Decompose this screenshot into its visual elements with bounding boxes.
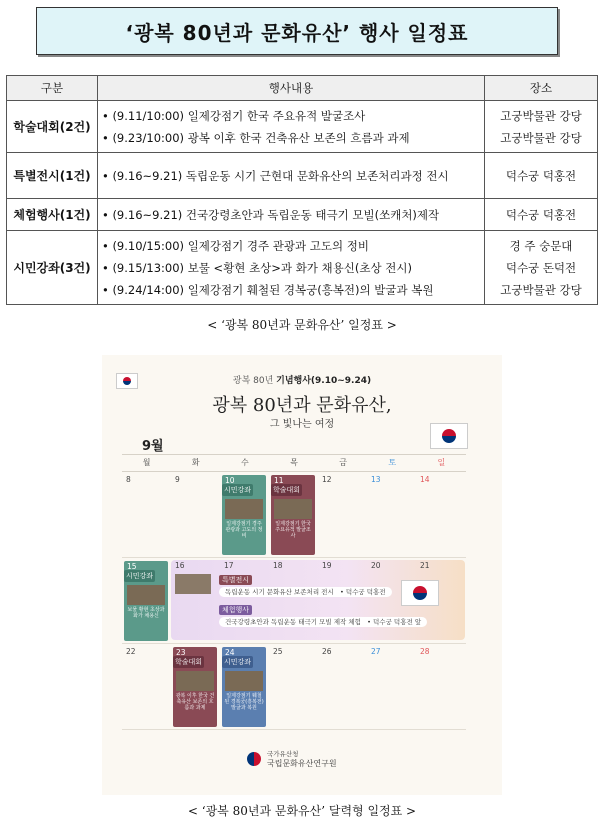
content-cell [98, 231, 485, 305]
taegukgi-flag-icon [401, 580, 439, 606]
event-text: 독립운동 시기 문화유산 보존처리 전시 • 덕수궁 덕홍전 [219, 587, 392, 597]
day-number: 22 [126, 647, 136, 656]
col-header-category: 구분 [7, 76, 98, 101]
weekday-wed: 수 [240, 458, 249, 467]
event-label: 특별전시 [219, 575, 252, 585]
day-number: 26 [322, 647, 332, 656]
day-number: 24 [225, 648, 235, 657]
weekday-thu: 목 [290, 458, 298, 467]
event-text: 일제강점기 경주 관광과 고도의 정비 [225, 521, 263, 539]
event-label: 시민강좌 [224, 486, 252, 494]
event-item: • (9.24/14:00) 일제강점기 훼철된 경복궁(흥복전)의 발굴과 복원 [102, 282, 434, 297]
col-header-place: 장소 [485, 76, 598, 101]
place-item: 고궁박물관 강당 [500, 282, 582, 297]
table-row [7, 153, 598, 199]
place-item: 덕수궁 덕홍전 [505, 207, 577, 222]
exhibition-photo [175, 574, 211, 594]
content-cell [98, 199, 485, 231]
day-number: 25 [273, 647, 283, 656]
calendar-week [122, 558, 466, 644]
place-cell [485, 231, 598, 305]
place-item: 고궁박물관 강당 [500, 130, 582, 145]
event-card[interactable] [271, 475, 315, 555]
place-item: 덕수궁 덕홍전 [505, 168, 577, 183]
event-photo [127, 585, 165, 605]
event-photo [225, 499, 263, 519]
weekday-sun: 일 [437, 458, 446, 467]
event-photo [274, 499, 312, 519]
table-header-row [7, 76, 598, 101]
event-label: 체험행사 [219, 605, 252, 615]
event-photo [176, 671, 214, 691]
poster-caption: < ‘광복 80년과 문화유산’ 달력형 일정표 > [187, 804, 417, 818]
place-cell [485, 199, 598, 231]
event-card[interactable] [222, 647, 266, 727]
day-number: 8 [126, 475, 131, 484]
org-name-bottom: 국립문화유산연구원 [267, 759, 337, 768]
event-text: 광복 이후 한국 건축유산 보존의 흐름과 과제 [175, 693, 215, 711]
event-card[interactable] [222, 475, 266, 555]
event-card[interactable] [173, 647, 217, 727]
event-text: 일제강점기 훼철된 경복궁(흥복전) 발굴과 복원 [224, 693, 264, 711]
calendar-grid [122, 454, 466, 730]
calendar-week [122, 644, 466, 730]
event-item: • (9.15/13:00) 보물 <황현 초상>과 화가 채용신(초상 전시) [102, 260, 412, 275]
category-cell: 시민강좌(3건) [7, 231, 98, 305]
weekday-sat: 토 [388, 458, 397, 467]
place-item: 고궁박물관 강당 [500, 108, 582, 123]
event-text: 보물 황현 초상과 화가 채용신 [127, 607, 165, 619]
calendar-month: 9월 [142, 439, 164, 454]
calendar-week [122, 472, 466, 558]
event-label: 시민강좌 [126, 572, 154, 580]
day-number: 9 [175, 475, 180, 484]
weekday-tue: 화 [191, 458, 200, 467]
poster-tagline: 그 빛나는 여정 [269, 419, 335, 430]
day-number: 21 [420, 561, 430, 570]
day-number: 16 [175, 561, 185, 570]
day-number: 27 [371, 647, 381, 656]
day-number: 17 [224, 561, 234, 570]
day-number: 12 [322, 475, 332, 484]
poster-subtitle: 광복 80년 기념행사(9.10~9.24) [232, 376, 372, 386]
weekday-mon: 월 [142, 458, 151, 467]
day-number: 11 [274, 476, 284, 485]
category-cell: 특별전시(1건) [7, 153, 98, 199]
place-cell [485, 101, 598, 153]
category-cell: 체험행사(1건) [7, 199, 98, 231]
weekday-fri: 금 [339, 458, 347, 467]
table-caption: < ‘광복 80년과 문화유산’ 일정표 > [207, 318, 397, 332]
exhibition-band[interactable] [171, 560, 465, 640]
table-row [7, 231, 598, 305]
event-item: • (9.23/10:00) 광복 이후 한국 건축유산 보존의 흐름과 과제 [102, 130, 410, 145]
event-item: • (9.10/15:00) 일제강점기 경주 관광과 고도의 정비 [102, 238, 369, 253]
government-emblem-icon [247, 752, 261, 766]
weekday-header [122, 454, 466, 472]
place-item: 덕수궁 돈덕전 [505, 260, 577, 275]
poster-title: 광복 80년과 문화유산, [212, 395, 392, 416]
event-item: • (9.16~9.21) 독립운동 시기 근현대 문화유산의 보존처리과정 전시 [102, 168, 449, 183]
event-item: • (9.11/10:00) 일제강점기 한국 주요유적 발굴조사 [102, 108, 366, 123]
day-number: 28 [420, 647, 430, 656]
col-header-content: 행사내용 [98, 76, 485, 101]
day-number: 13 [371, 475, 381, 484]
event-label: 학술대회 [175, 658, 203, 666]
place-item: 경 주 숭문대 [509, 238, 573, 253]
event-label: 시민강좌 [224, 658, 252, 666]
schedule-table [6, 75, 598, 305]
day-number: 10 [225, 476, 235, 485]
org-name-top: 국가유산청 [267, 750, 299, 758]
event-label: 학술대회 [273, 486, 301, 494]
place-cell [485, 153, 598, 199]
day-number: 20 [371, 561, 381, 570]
day-number: 14 [420, 475, 430, 484]
event-text: 일제강점기 한국 주요유적 발굴조사 [275, 521, 311, 539]
content-cell [98, 101, 485, 153]
day-number: 15 [127, 562, 137, 571]
calendar-poster [102, 355, 502, 795]
day-number: 19 [322, 561, 332, 570]
day-number: 23 [176, 648, 186, 657]
table-row [7, 101, 598, 153]
content-cell [98, 153, 485, 199]
document-title: ‘광복 80년과 문화유산’ 행사 일정표 [36, 7, 558, 55]
day-number: 18 [273, 561, 283, 570]
table-row [7, 199, 598, 231]
event-photo [225, 671, 263, 691]
event-text: 건국강령초안과 독립운동 태극기 모빌 제작 체험 • 덕수궁 덕홍전 앞 [219, 617, 427, 627]
organization-logo [247, 750, 337, 768]
category-cell: 학술대회(2건) [7, 101, 98, 153]
event-card[interactable] [124, 561, 168, 641]
event-item: • (9.16~9.21) 건국강령초안과 독립운동 태극기 모빌(쏘캐처)제작 [102, 207, 440, 222]
